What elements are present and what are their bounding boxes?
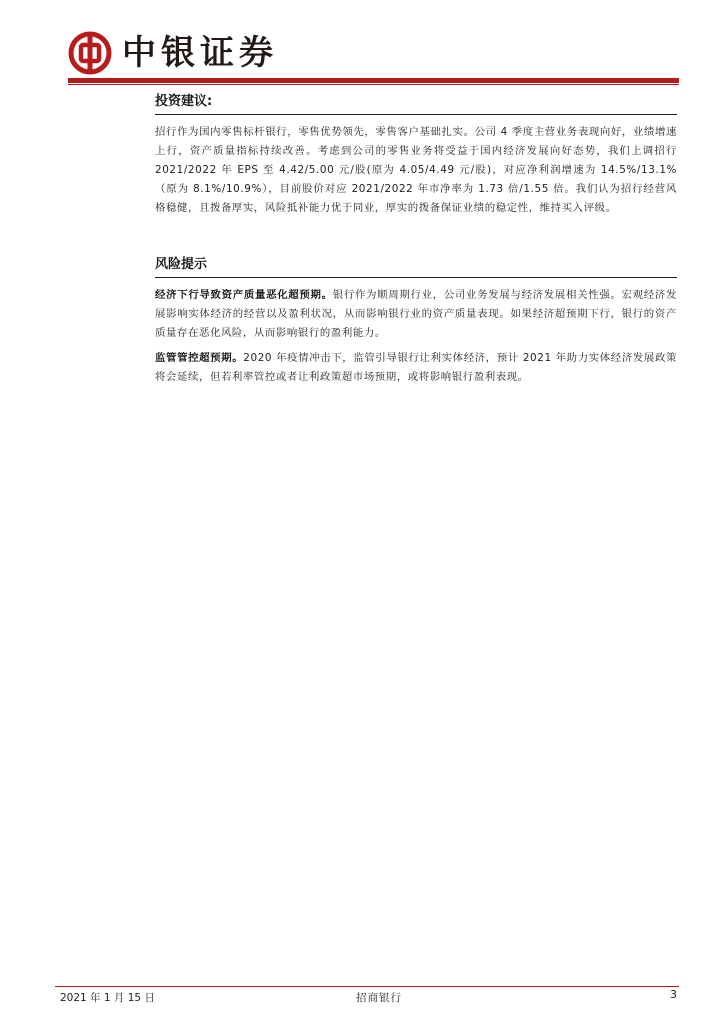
header-rule xyxy=(68,78,679,83)
boc-logo-icon xyxy=(68,31,112,75)
report-date: 2021 年 1 月 15 日 xyxy=(60,992,155,1004)
risk-item xyxy=(155,286,677,343)
header-rule-thin xyxy=(68,84,679,85)
section-divider xyxy=(155,114,677,115)
risk-item-heading: 经济下行导致资产质量恶化超预期。 xyxy=(155,289,333,301)
company-name: 招商银行 xyxy=(356,992,402,1004)
investment-advice-title: 投资建议: xyxy=(155,94,213,109)
brand-name: 中银证券 xyxy=(122,33,278,73)
risk-item-text: 银行作为顺周期行业，公司业务发展与经济发展相关性强。宏观经济发展影响实体经济的经营以及盈利状况，从而影响银行业的资产质量表现。如果经济超预期下行，银行的资产质量存在恶化风险，从而影响银行的盈利能力。 xyxy=(155,289,677,339)
report-body xyxy=(155,92,677,387)
page-number: 3 xyxy=(670,988,677,1001)
brand-logo xyxy=(68,30,278,76)
risk-item-heading: 监管管控超预期。 xyxy=(155,352,244,364)
section-divider xyxy=(155,277,677,278)
footer-rule xyxy=(55,986,679,987)
risk-warning-title: 风险提示 xyxy=(155,257,208,272)
risk-item xyxy=(155,349,677,387)
risk-item-text: 2020 年疫情冲击下，监管引导银行让利实体经济，预计 2021 年助力实体经济发展政策将会延续，但若利率管控或者让利政策超市场预期，或将影响银行盈利表现。 xyxy=(155,352,677,383)
investment-advice-text: 招行作为国内零售标杆银行，零售优势领先，零售客户基础扎实。公司 4 季度主营业务表现向好，业绩增速上行，资产质量指标持续改善。考虑到公司的零售业务将受益于国内经济发展向好态势，我们上调招行 2021/2022 年 EPS 至 4.42/5.00 元/股(原为 4.05/4.49 元/股)，对应净利润增速为 14.5%/13.1%（原为 8.1%/10.9%），目前股价对应 2021/2022 年市净率为 1.73 倍/1.55 倍。我们认为招行经营风格稳健，且拨备厚实，风险抵补能力优于同业，厚实的拨备保证业绩的稳定性，维持买入评级。 xyxy=(155,126,677,214)
